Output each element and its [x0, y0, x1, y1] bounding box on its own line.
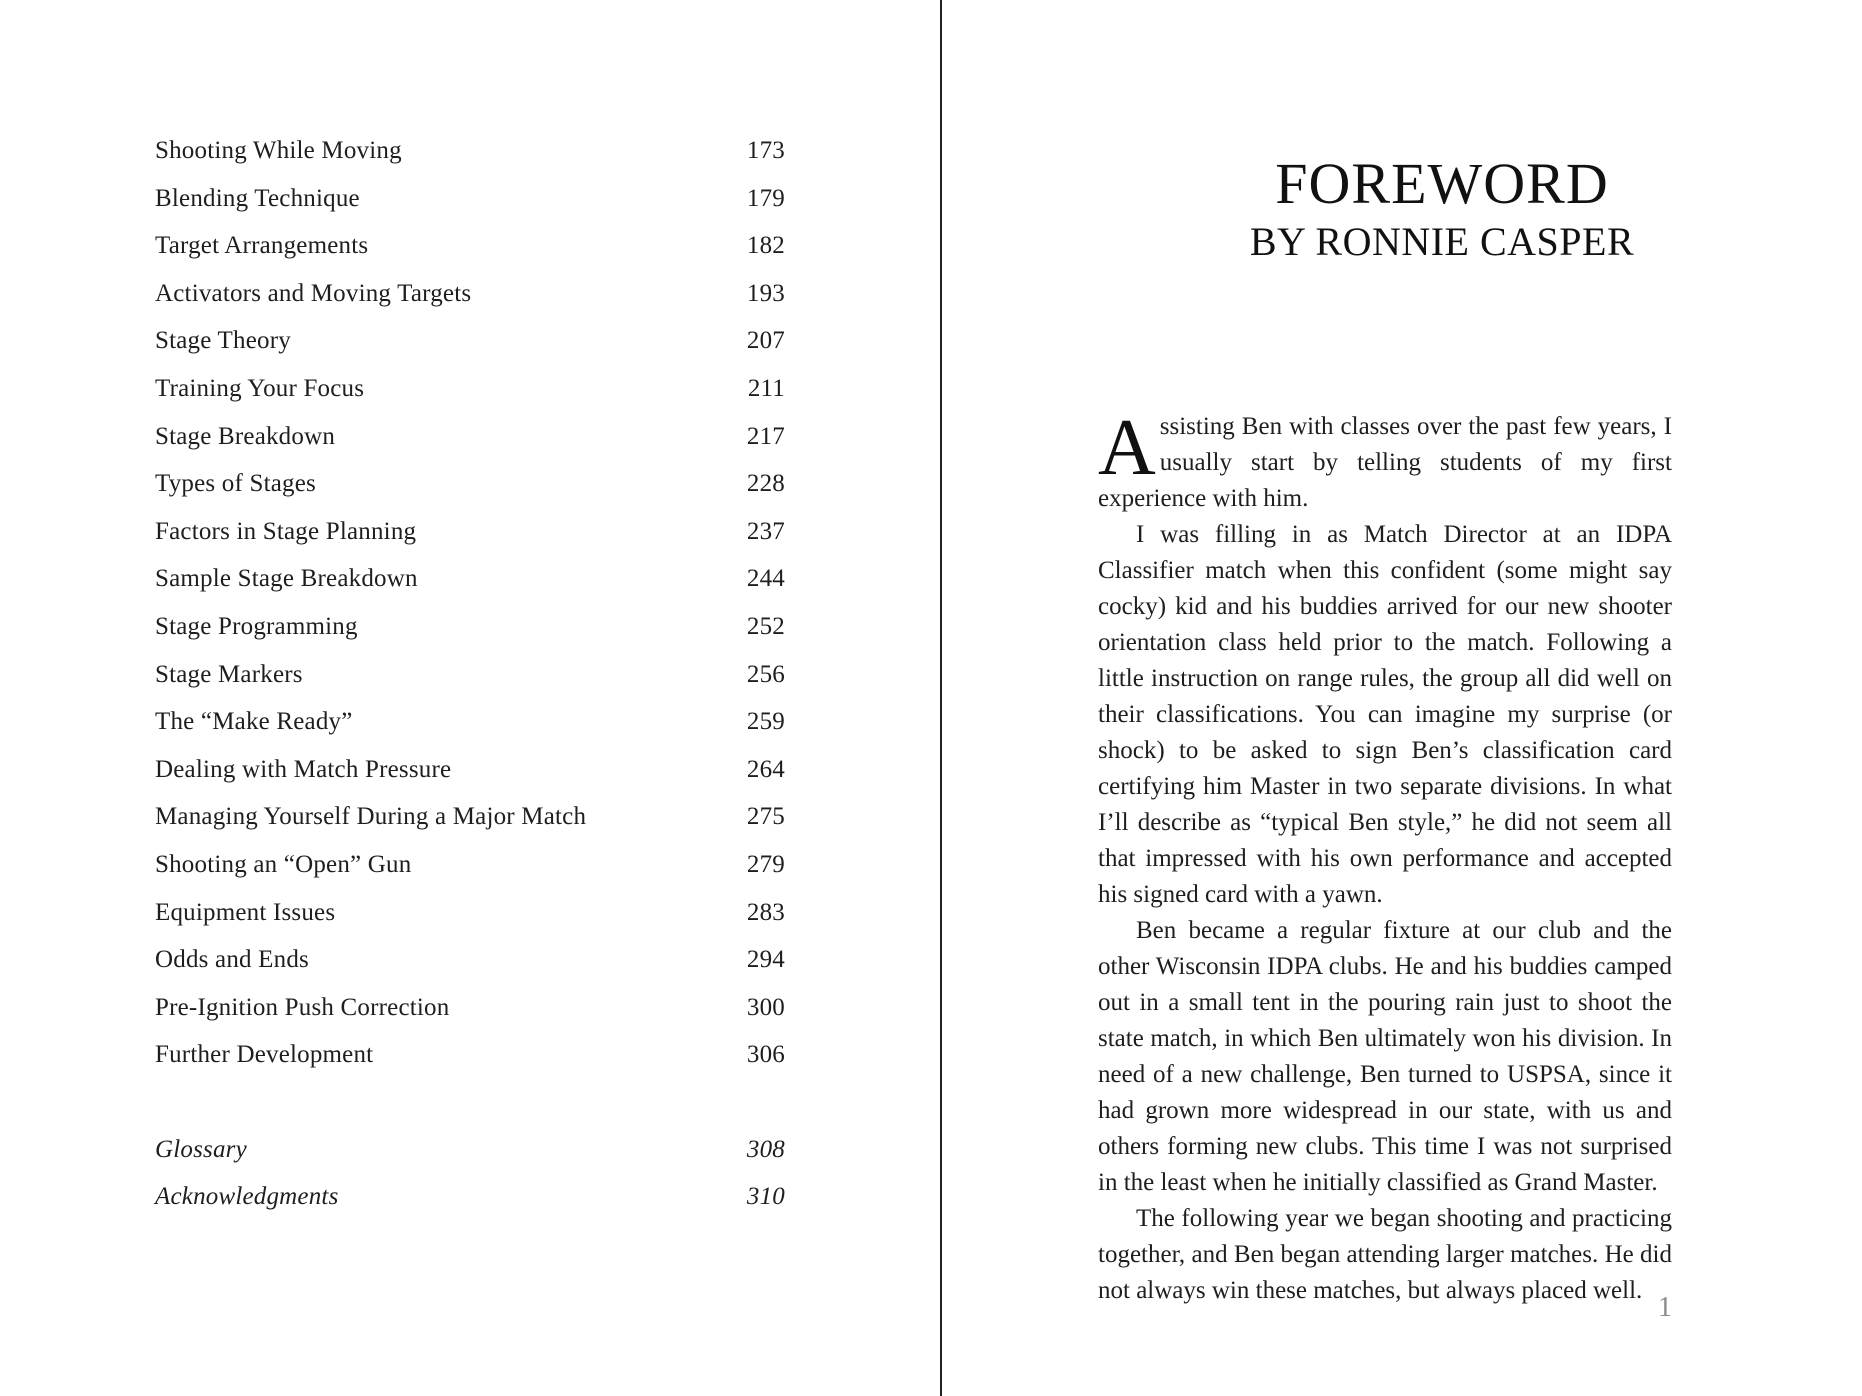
- toc-entry: [155, 803, 785, 851]
- toc-entry-page: 306: [746, 1041, 785, 1069]
- toc-entry: [155, 994, 785, 1042]
- toc-entry: [155, 1183, 785, 1231]
- toc-entry: [155, 1041, 785, 1089]
- toc-entry: [155, 375, 785, 423]
- toc-entry: [155, 185, 785, 233]
- paragraph: The following year we began shooting and practicing together, and Ben began attending larger matches. He did not always win these matches, but always placed well.: [1098, 1205, 1672, 1304]
- toc-entry-title: The “Make Ready”: [155, 708, 353, 736]
- toc-entry-page: 259: [746, 708, 785, 736]
- drop-cap: A: [1098, 404, 1156, 492]
- toc-entry: [155, 946, 785, 994]
- toc-entry-title: Training Your Focus: [155, 374, 365, 402]
- toc-spacer: [155, 1089, 785, 1136]
- toc-entry: [155, 232, 785, 280]
- toc-entry: [155, 708, 785, 756]
- paragraph: [1098, 404, 1672, 517]
- toc-entry-title: Stage Theory: [155, 327, 291, 355]
- toc-entry-title: Equipment Issues: [155, 898, 336, 926]
- toc-entry: [155, 661, 785, 709]
- toc-entry: [155, 613, 785, 661]
- toc-entry-title: Sample Stage Breakdown: [155, 565, 418, 593]
- right-page: [942, 0, 1862, 1396]
- toc-entry: [155, 899, 785, 947]
- toc-entry-title: Target Arrangements: [155, 232, 369, 260]
- toc-entry: [155, 518, 785, 566]
- toc-entry-page: 252: [746, 612, 785, 640]
- toc-entry-page: 228: [746, 470, 785, 498]
- toc-entry-page: 294: [746, 946, 785, 974]
- toc-entry-page: 308: [746, 1135, 785, 1163]
- toc-entry-title: Shooting While Moving: [155, 137, 402, 164]
- toc-entry-page: 217: [746, 422, 785, 450]
- toc-entry-title: Odds and Ends: [155, 946, 309, 974]
- toc-entry-title: Shooting an “Open” Gun: [155, 850, 412, 878]
- toc-entry-title: Factors in Stage Planning: [155, 517, 417, 545]
- toc-entry-page: 193: [746, 279, 785, 307]
- toc-entry-page: 300: [746, 993, 785, 1021]
- toc-entry-page: 264: [746, 755, 785, 783]
- toc-entry-page: 179: [746, 184, 785, 212]
- toc-entry-page: 244: [746, 565, 785, 593]
- toc-entry: [155, 756, 785, 804]
- toc-entry-page: 182: [746, 232, 785, 260]
- toc-entry-title: Blending Technique: [155, 184, 360, 212]
- foreword-title: FOREWORD: [1275, 151, 1609, 216]
- toc-entry: [155, 280, 785, 328]
- toc-entry-page: 256: [746, 660, 785, 688]
- toc-entry-title: Pre-Ignition Push Correction: [155, 993, 450, 1021]
- toc-entry-title: Stage Programming: [155, 612, 358, 640]
- toc-entry-title: Further Development: [155, 1041, 374, 1069]
- toc-entry-title: Types of Stages: [155, 470, 316, 498]
- toc-entry: [155, 470, 785, 518]
- paragraph: I was filling in as Match Director at an IDPA Classifier match when this confident (some might say cocky) kid and his buddies arrived for our new shooter orientation class held prior to the match. Following a little instruction on range rules, the group all did well on their classifications. You can imagine my surprise (or shock) to be asked to sign Ben’s classification card certifying him Master in two separate divisions. In what I’ll describe as “typical Ben style,” he did not seem all that impressed with his own performance and accepted his signed card with a yawn.: [1098, 521, 1672, 908]
- foreword-byline: BY RONNIE CASPER: [1249, 219, 1635, 264]
- toc-entry-title: Activators and Moving Targets: [155, 279, 472, 307]
- toc-entry: [155, 137, 785, 185]
- paragraph-text: ssisting Ben with classes over the past few years, I usually start by telling students of my first experience with him.: [1098, 413, 1672, 512]
- toc-entry-page: 237: [746, 517, 785, 545]
- toc-entry-page: 173: [746, 137, 785, 164]
- toc-entry: [155, 327, 785, 375]
- paragraph: Ben became a regular fixture at our club and the other Wisconsin IDPA clubs. He and his buddies camped out in a small tent in the pouring rain just to shoot the state match, in which Ben ultimately won his division. In need of a new challenge, Ben turned to USPSA, since it had grown more widespread in our state, with us and others forming new clubs. This time I was not surprised in the least when he initially classified as Grand Master.: [1098, 917, 1672, 1196]
- toc-entry-title: Stage Breakdown: [155, 422, 336, 450]
- toc-entry-page: 211: [747, 374, 785, 402]
- toc-entry-title: Glossary: [155, 1135, 247, 1163]
- toc-entry: [155, 565, 785, 613]
- toc-entry-title: Dealing with Match Pressure: [155, 755, 452, 783]
- toc-entry: [155, 851, 785, 899]
- toc-entry-page: 207: [746, 327, 785, 355]
- toc-entry-page: 279: [746, 850, 785, 878]
- page-number: 1: [1658, 1292, 1672, 1323]
- toc-entry-page: 275: [746, 803, 785, 831]
- toc-entry-title: Acknowledgments: [155, 1183, 339, 1211]
- toc-entry-title: Managing Yourself During a Major Match: [155, 803, 587, 831]
- table-of-contents: [155, 137, 785, 1231]
- toc-entry-page: 310: [746, 1183, 785, 1211]
- toc-entry: [155, 423, 785, 471]
- toc-entry-page: 283: [746, 898, 785, 926]
- foreword-body: [1098, 404, 1672, 1309]
- toc-entry-title: Stage Markers: [155, 660, 303, 688]
- toc-entry: [155, 1136, 785, 1184]
